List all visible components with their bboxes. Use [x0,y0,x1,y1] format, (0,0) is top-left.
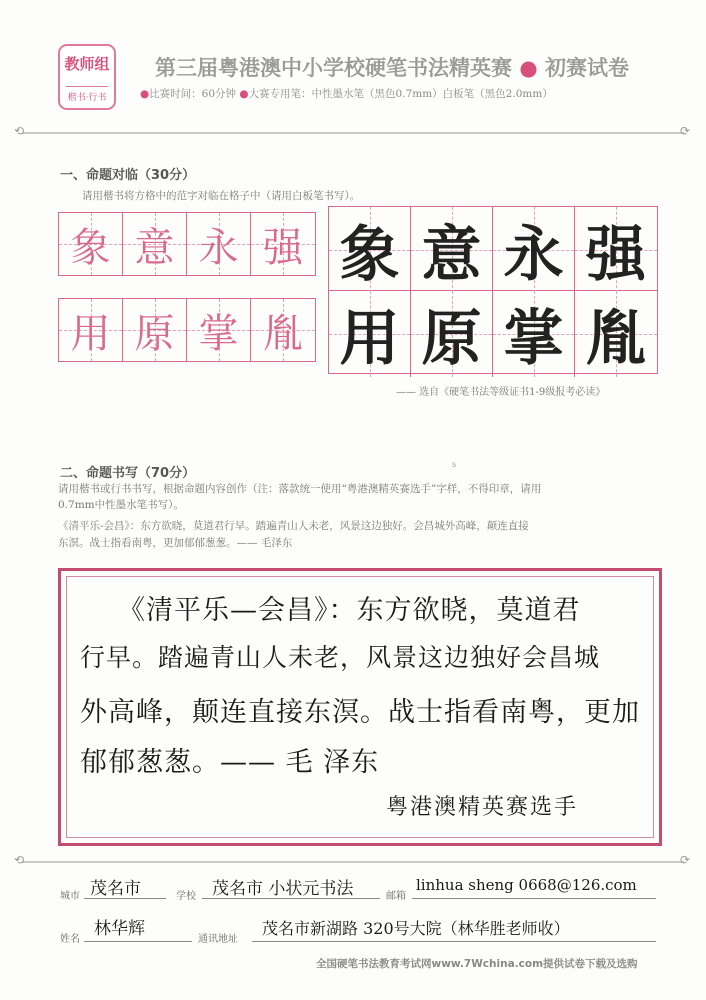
practice-cell: 胤 [251,299,315,361]
handwriting-line-4: 郁郁葱葱。—— 毛 泽东 [80,747,380,778]
badge-style-label: 楷书·行书 [66,86,108,103]
model-cell: 胤 [575,291,657,377]
section2-heading: 二、命题书写（70分） [60,466,196,481]
practice-row-1 [58,212,316,276]
model-cell: 原 [411,291,493,377]
practice-cell: 原 [123,299,187,361]
email-underline [412,898,656,899]
exam-time: 比赛时间：60分钟 [149,88,237,100]
ornament-scroll-icon: ⟲ [14,853,25,867]
ornament-divider-bottom [22,861,684,863]
badge-group-label: 教师组 [64,55,110,73]
school-field[interactable]: 茂名市 小状元书法 [212,879,354,899]
model-row-1 [328,206,658,290]
ornament-divider-top [22,132,684,134]
section1-instruction: 请用楷书将方格中的范字对临在格子中（请用白板笔书写）。 [82,190,361,202]
bullet-icon: ● [239,88,249,100]
model-cell: 掌 [493,291,575,377]
model-cell: 象 [329,207,411,293]
bullet-icon: ● [140,88,150,100]
section2-instruction-line2: 0.7mm中性墨水笔书写）。 [58,499,184,511]
handwriting-line-3: 外高峰，颠连直接东溟。战士指看南粤，更加 [80,697,640,728]
model-cell: 意 [411,207,493,293]
footer-text: 全国硬笔书法教育考试网www.7Wchina.com提供试卷下载及选购 [316,958,638,970]
poem-line-2: 东溟。战士指看南粤，更加郁郁葱葱。—— 毛泽东 [58,537,293,549]
model-cell: 用 [329,291,411,377]
model-cell: 永 [493,207,575,293]
practice-grid [58,212,316,362]
ornament-scroll-icon: ⟳ [680,124,691,138]
practice-cell: 永 [187,213,251,275]
practice-row-2 [58,298,316,362]
city-field[interactable]: 茂名市 [90,879,141,899]
ornament-scroll-icon: ⟲ [14,124,25,138]
practice-cell: 强 [251,213,315,275]
model-cell: 强 [575,207,657,293]
handwriting-signature: 粤港澳精英赛选手 [386,795,579,820]
email-field[interactable]: linhua sheng 0668@126.com [416,876,637,894]
exam-info [140,86,553,101]
name-label: 姓名 [60,934,80,945]
address-label: 通讯地址 [198,934,238,945]
practice-cell: 象 [59,213,123,275]
practice-cell: 意 [123,213,187,275]
name-field[interactable]: 林华辉 [94,919,145,939]
section1-heading: 一、命题对临（30分） [60,168,196,183]
school-label: 学校 [176,891,196,902]
model-grid [328,206,658,374]
title-text: 第三届粤港澳中小学校硬笔书法精英赛 [155,56,512,80]
group-badge [58,44,116,110]
email-label: 邮箱 [386,891,406,902]
address-field[interactable]: 茂名市新湖路 320号大院（林华胜老师收） [262,919,570,938]
handwriting-line-1: 《清平乐—会昌》：东方欲晓，莫道君 [118,595,581,626]
name-underline [84,941,192,942]
model-source: —— 选自《硬笔书法等级证书1-9级报考必读》 [396,387,606,398]
exam-pens: 大赛专用笔：中性墨水笔（黑色0.7mm）白板笔（黑色2.0mm） [248,88,553,100]
ornament-scroll-icon: ⟳ [680,853,691,867]
title-suffix: 初赛试卷 [544,56,629,80]
practice-cell: 掌 [187,299,251,361]
stray-mark: s [452,460,457,469]
handwriting-line-2: 行早。踏遍青山人未老，风景这边独好会昌城 [80,643,601,672]
title-dot-icon: ● [519,56,538,80]
practice-cell: 用 [59,299,123,361]
section2-instruction-line1: 请用楷书或行书书写，根据命题内容创作（注：落款统一使用“粤港澳精英赛选手”字样，不得印章，请用 [58,483,542,495]
page-title [155,52,629,82]
poem-line-1: 《清平乐-会昌》：东方欲晓，莫道君行早。踏遍青山人未老，风景这边独好。会昌城外高峰，颠连直接 [58,520,529,532]
city-label: 城市 [60,891,80,902]
model-row-2 [328,290,658,374]
address-underline [252,941,656,942]
